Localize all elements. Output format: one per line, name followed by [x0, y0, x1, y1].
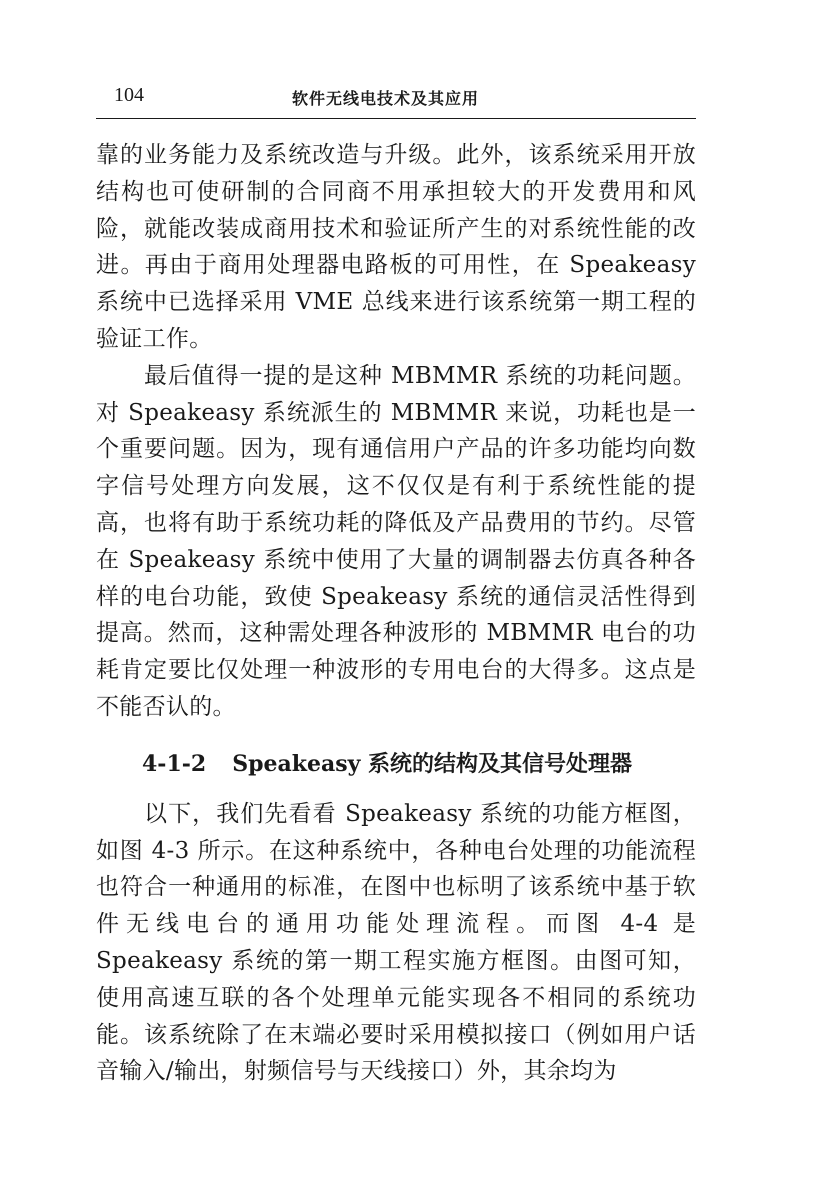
running-title: 软件无线电技术及其应用	[292, 89, 480, 108]
body-text	[96, 137, 696, 1090]
section-heading	[96, 746, 696, 782]
paragraph-continued: 靠的业务能力及系统改造与升级。此外，该系统采用开放结构也可使研制的合同商不用承担较大的开发费用和风险，就能改装成商用技术和验证所产生的对系统性能的改进。再由于商用处理器电路板的可用性，在 Speakeasy 系统中已选择采用 VME 总线来进行该系统第一期工程的验证工作。	[96, 142, 696, 352]
running-header	[96, 78, 696, 119]
section-title: Speakeasy 系统的结构及其信号处理器	[232, 750, 633, 777]
paragraph-power-consumption: 最后值得一提的是这种 MBMMR 系统的功耗问题。对 Speakeasy 系统派生的 MBMMR 来说，功耗也是一个重要问题。因为，现有通信用户产品的许多功能均向数字信号处理方向发展，这不仅仅是有利于系统性能的提高，也将有助于系统功耗的降低及产品费用的节约。尽管在 Speakeasy 系统中使用了大量的调制器去仿真各种各样的电台功能，致使 Speakeasy 系统的通信灵活性得到提高。然而，这种需处理各种波形的 MBMMR 电台的功耗肯定要比仅处理一种波形的专用电台的大得多。这点是不能否认的。	[96, 362, 696, 720]
section-number: 4-1-2	[142, 750, 207, 777]
page-number: 104	[114, 84, 144, 106]
paragraph-system-structure: 以下，我们先看看 Speakeasy 系统的功能方框图，如图 4-3 所示。在这种系统中，各种电台处理的功能流程也符合一种通用的标准，在图中也标明了该系统中基于软件无线电台的通用功能处理流程。而图 4-4 是 Speakeasy 系统的第一期工程实施方框图。由图可知，使用高速互联的各个处理单元能实现各不相同的系统功能。该系统除了在末端必要时采用模拟接口（例如用户话音输入/输出，射频信号与天线接口）外，其余均为	[96, 800, 696, 1085]
book-page	[96, 78, 696, 1090]
